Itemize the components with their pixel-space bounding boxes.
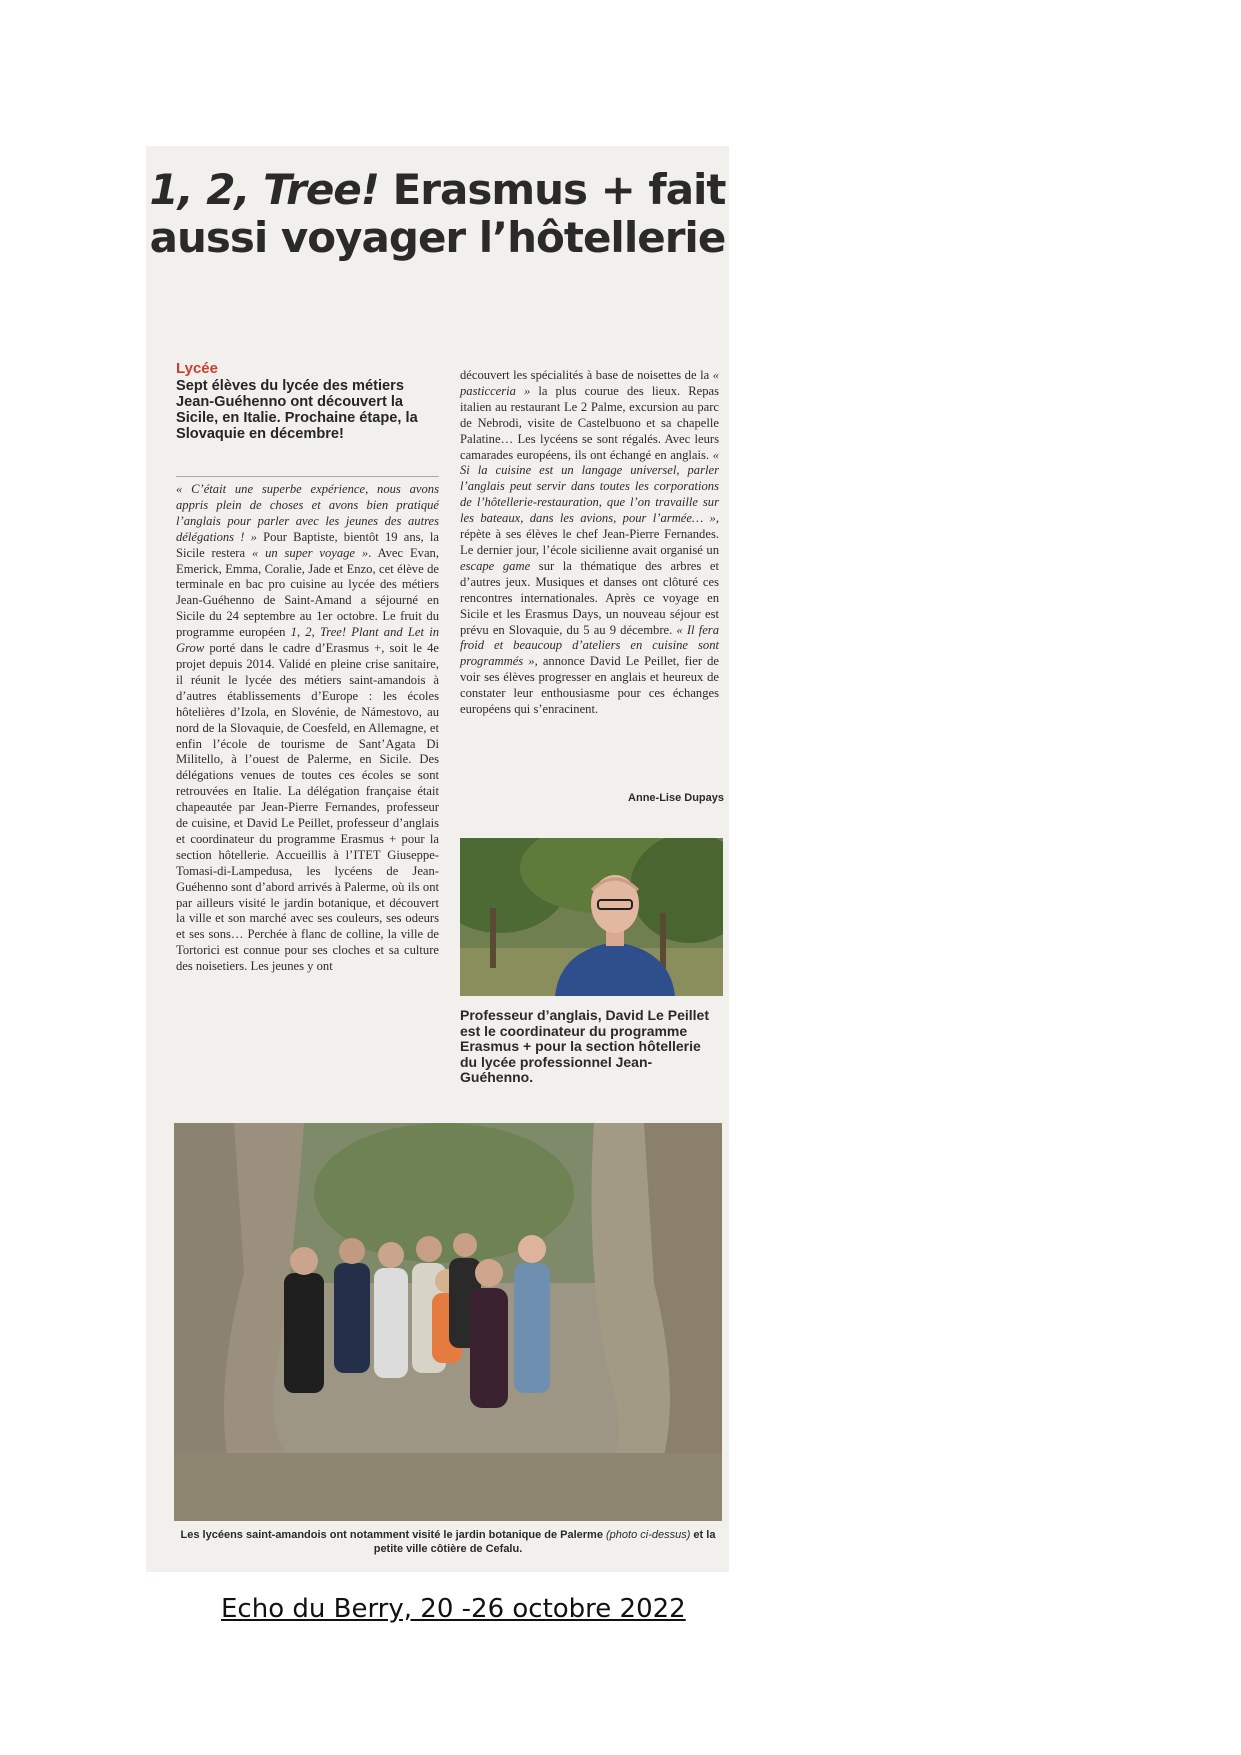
- byline: Anne-Lise Dupays: [628, 792, 724, 804]
- article-column-right: [460, 368, 719, 718]
- source-line: Echo du Berry, 20 -26 octobre 2022: [221, 1594, 686, 1624]
- group-caption-a: Les lycéens saint-amandois ont notamment visité le jardin botanique de Palerme: [180, 1529, 606, 1541]
- right_column-segment: « pasticceria »: [460, 368, 719, 398]
- portrait-photo: [460, 838, 723, 996]
- group-photo: [174, 1123, 722, 1521]
- group-caption-b: et la petite ville côtière de Cefalu.: [373, 1529, 716, 1555]
- column-right-text: [460, 368, 719, 718]
- headline: [146, 166, 729, 262]
- left_column-segment: Pour Baptiste, bientôt 19 ans, la Sicile restera: [176, 529, 439, 560]
- right_column-segment: escape game: [460, 558, 531, 573]
- right_column-segment: , répète à ses élèves le chef Jean-Pierre Fernandes. Le dernier jour, l’école sicilienne avait organisé un: [460, 511, 719, 557]
- kicker: Lycée: [176, 360, 218, 377]
- left_column-segment: porté dans le cadre d’Erasmus +, soit le 4e projet depuis 2014. Validé en pleine crise sanitaire, il réunit le lycée des métiers saint-amandois à d’autres établissements d’Europe : les écoles hôtelières d’Izola, en Slovénie, de Námestovo, au nord de la Slovaquie, de Coesfeld, en Allemagne, et enfin l’école de tourisme de Sant’Agata Di Militello, à l’ouest de Palerme, en Sicile. Des délégations venues de toutes ces écoles se sont retrouvées en Italie. La délégation française était chapeautée par Jean-Pierre Fernandes, professeur de cuisine, et David Le Peillet, professeur d’anglais et coordinateur du programme Erasmus + pour la section hôtellerie. Accueillis à l’ITET Giuseppe-Tomasi-di-Lampedusa, les lycéens de Jean-Guéhenno sont d’abord arrivés à Palerme, où ils ont par ailleurs visité le jardin botanique, et découvert la ville et son marché avec ses couleurs, ses odeurs et ses sons… Perchée à flanc de colline, la ville de Tortorici est connue pour ses cloches et sa culture des noisetiers. Les jeunes y ont: [176, 641, 439, 974]
- right_column-segment: sur la thématique des arbres et d’autres jeux. Musiques et danses ont clôturé ces rencontres internationales. Après ce voyage en Sicile et les Erasmus Days, un nouveau séjour est prévu en Slovaquie, du 5 au 9 décembre.: [460, 558, 719, 637]
- left_column-segment: « un super voyage »: [251, 545, 369, 560]
- rubric: [176, 360, 446, 442]
- column-left-text: [176, 482, 439, 975]
- right_column-segment: « Il fera froid et beaucoup d’ateliers en cuisine sont programmés »: [460, 622, 719, 669]
- portrait-caption: Professeur d’anglais, David Le Peillet est le coordinateur du programme Erasmus + pour la section hôtellerie du lycée professionnel Jean-Guéhenno.: [460, 1007, 709, 1086]
- headline-rest: Erasmus + fait aussi voyager l’hôtellerie: [149, 165, 726, 262]
- group-caption: [174, 1528, 722, 1556]
- divider: [176, 476, 439, 477]
- left_column-segment: « C’était une superbe expérience, nous avons appris plein de choses et avons bien pratiqué l’anglais pour parler avec les jeunes des autres délégations ! »: [176, 482, 439, 544]
- right_column-segment: la plus courue des lieux. Repas italien au restaurant Le 2 Palme, excursion au parc de Nebrodi, visite de Castelbuono et sa chapelle Palatine… Les lycéens se sont régalés. Avec leurs camarades européens, ils ont échangé en anglais.: [460, 383, 719, 462]
- right_column-segment: « Si la cuisine est un langage universel, parler l’anglais peut servir dans toutes les corporations de l’hôtellerie-restauration, que l’on travaille sur les bateaux, dans les avions, pour l’armée… »: [460, 447, 719, 526]
- article-column-left: [176, 482, 439, 975]
- left_column-segment: 1, 2, Tree! Plant and Let in Grow: [176, 625, 439, 656]
- left_column-segment: . Avec Evan, Emerick, Emma, Coralie, Jade et Enzo, cet élève de terminale en bac pro cuisine au lycée des métiers Jean-Guéhenno de Saint-Amand a séjourné en Sicile du 24 septembre au 1er octobre. Le fruit du programme européen: [176, 545, 439, 640]
- headline-italic: 1, 2, Tree!: [149, 165, 379, 214]
- right_column-segment: découvert les spécialités à base de noisettes de la: [460, 368, 713, 382]
- right_column-segment: , annonce David Le Peillet, fier de voir ses élèves progresser en anglais et heureux de constater leur enthousiasme pour ces échanges européens qui s’enracinent.: [460, 654, 719, 717]
- newspaper-clipping: [146, 146, 729, 1572]
- group-caption-italic: (photo ci-dessus): [606, 1529, 691, 1541]
- standfirst: Sept élèves du lycée des métiers Jean-Guéhenno ont découvert la Sicile, en Italie. Prochaine étape, la Slovaquie en décembre!: [176, 378, 418, 442]
